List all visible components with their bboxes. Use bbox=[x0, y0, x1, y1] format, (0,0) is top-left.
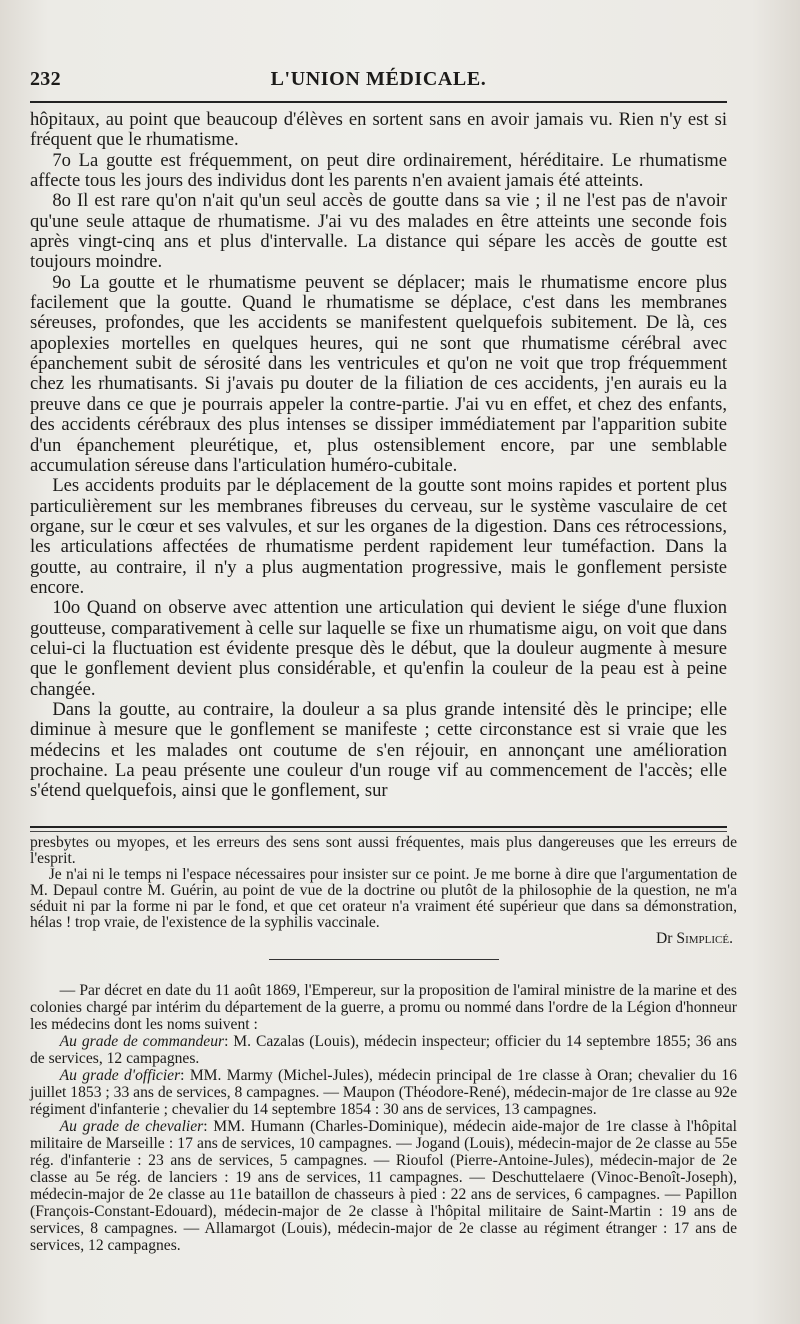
paragraph: Dans la goutte, au contraire, la douleur a sa plus grande intensité dès le principe; elle diminue à mesure que le gonflement se manifeste ; cette circonstance est si vraie que les médecins et les malades ont coutume de s'en réjouir, en annonçant une amélioration prochaine. La peau présente une couleur d'un rouge vif au commencement de l'accès; elle s'étend quelquefois, ainsi que le gonflement, sur bbox=[30, 698, 727, 802]
news-section bbox=[30, 982, 737, 1254]
page-number: 232 bbox=[30, 68, 61, 90]
running-title: L'UNION MÉDICALE. bbox=[270, 68, 487, 90]
signature-name: Simplicé. bbox=[676, 929, 733, 947]
paragraph: 9o La goutte et le rhumatisme peuvent se déplacer; mais le rhumatisme encore plus facilement que la goutte. Quand le rhumatisme se déplace, c'est dans les membranes séreuses, profondes, que les accidents se manifestent quelquefois subitement. De là, ces apoplexies mortelles en quelques heures, qui ne sont que rhumatisme cérébral avec épanchement subit de sérosité dans les ventricules et qu'on ne voit que trop fréquemment chez les rhumatisants. Si j'avais pu douter de la filiation de ces accidents, j'en aurais eu la preuve dans ce que je pourrais appeler la contre-partie. J'ai vu en effet, et chez des enfants, des accidents cérébraux des plus intenses se dissiper immédiatement par l'apparition subite d'un épanchement pleurétique, et, plus ostensiblement encore, par une semblable accumulation séreuse dans l'articulation huméro-cubitale. bbox=[30, 271, 727, 476]
grade-text: : M. Cazalas (Louis), médecin inspecteur; officier du 14 septembre 1855; 36 ans de services, 12 campagnes. bbox=[30, 1033, 737, 1067]
paragraph: presbytes ou myopes, et les erreurs des sens sont aussi fréquentes, mais plus dangereuses que les erreurs de l'esprit. bbox=[30, 834, 737, 868]
paragraph: hôpitaux, au point que beaucoup d'élèves en sortent sans en avoir jamais vu. Rien n'y est si fréquent que le rhumatisme. bbox=[30, 109, 727, 151]
paragraph bbox=[30, 1118, 737, 1254]
paragraph: 7o La goutte est fréquemment, on peut dire ordinairement, héréditaire. Le rhumatisme affecte tous les jours des individus dont les parents n'en avaient jamais été atteints. bbox=[30, 149, 727, 192]
grade-heading: Au grade de commandeur bbox=[59, 1033, 225, 1050]
paragraph: Les accidents produits par le déplacement de la goutte sont moins rapides et portent plus particulièrement sur les membranes fibreuses du cerveau, sur le système vasculaire de cet organe, sur le cœur et ses valvules, et sur les organes de la digestion. Dans ces rétrocessions, les articulations affectées de rhumatisme perdent rapidement leur tuméfaction. Dans la goutte, au contraire, il n'y a plus augmentation progressive, mais le gonflement persiste encore. bbox=[30, 475, 727, 598]
paragraph: 8o Il est rare qu'on n'ait qu'un seul accès de goutte dans sa vie ; il ne l'est pas de n'avoir qu'une seule attaque de rhumatisme. J'ai vu des malades en être atteints une seconde fois après vingt-cinq ans et plus d'intervalle. La distance qui sépare les accès de goutte est toujours moindre. bbox=[30, 190, 727, 273]
header-rule bbox=[30, 101, 727, 103]
paragraph: — Par décret en date du 11 août 1869, l'Empereur, sur la proposition de l'amiral ministre de la marine et des colonies chargé par intérim du département de la guerre, a promu ou nommé dans l'ordre de la Légion d'honneur les médecins dont les noms suivent : bbox=[30, 982, 737, 1033]
separator-rule bbox=[269, 959, 499, 960]
grade-text: : MM. Humann (Charles-Dominique), médecin aide-major de 1re classe à l'hôpital militaire de Marseille : 17 ans de services, 10 campagnes. — Jogand (Louis), médecin-major de 2e classe au 55e rég. d'infanterie : 23 ans de services, 5 campagnes. — Rioufol (Pierre-Antoine-Jules), médecin-major de 2e classe au 5e rég. de lanciers : 19 ans de services, 11 campagnes. — Deschuttelaere (Vinoc-Benoît-Joseph), médecin-major de 2e classe au 11e bataillon de chasseurs à pied : 22 ans de services, 6 campagnes. — Papillon (François-Constant-Edouard), médecin-major de 2e classe à l'hôpital militaire de Saint-Martin : 19 ans de services, 8 campagnes. — Allamargot (Louis), médecin-major de 2e classe au régiment étranger : 17 ans de services, 12 campagnes. bbox=[30, 1118, 737, 1254]
grade-text: : MM. Marmy (Michel-Jules), médecin principal de 1re classe à Oran; chevalier du 16 juillet 1853 ; 33 ans de services, 8 campagnes. — Maupon (Théodore-René), médecin-major de 1re classe au 92e régiment d'infanterie ; chevalier du 14 septembre 1854 : 30 ans de services, 13 campagnes. bbox=[30, 1067, 737, 1118]
section-rule bbox=[30, 826, 727, 828]
paragraph bbox=[30, 1067, 737, 1118]
grade-heading: Au grade d'officier bbox=[59, 1067, 181, 1084]
author-signature bbox=[30, 931, 737, 947]
main-text bbox=[30, 110, 727, 802]
paragraph: Je n'ai ni le temps ni l'espace nécessaires pour insister sur ce point. Je me borne à dire que l'argumentation de M. Depaul contre M. Guérin, au point de vue de la doctrine ou plutôt de la philosophie de la question, ne m'a séduit ni par la forme ni par le fond, et que cet orateur n'a vraiment été supérieur que dans sa démonstration, hélas ! trop vraie, de l'existence de la syphilis vaccinale. bbox=[30, 866, 737, 932]
paragraph: 10o Quand on observe avec attention une articulation qui devient le siége d'une fluxion goutteuse, comparativement à celle sur laquelle se fixe un rhumatisme aigu, on voit que dans celui-ci la fluctuation est évidente presque dès le début, que la douleur augmente à mesure que le gonflement devient plus considérable, et qu'enfin la couleur de la peau est à peine changée. bbox=[30, 597, 727, 700]
page-header bbox=[30, 68, 727, 98]
section-rule-thin bbox=[30, 831, 727, 832]
grade-heading: Au grade de chevalier bbox=[59, 1118, 204, 1135]
paragraph bbox=[30, 1033, 737, 1067]
feuilleton-text bbox=[30, 835, 737, 970]
signature-prefix: Dr bbox=[656, 929, 673, 947]
